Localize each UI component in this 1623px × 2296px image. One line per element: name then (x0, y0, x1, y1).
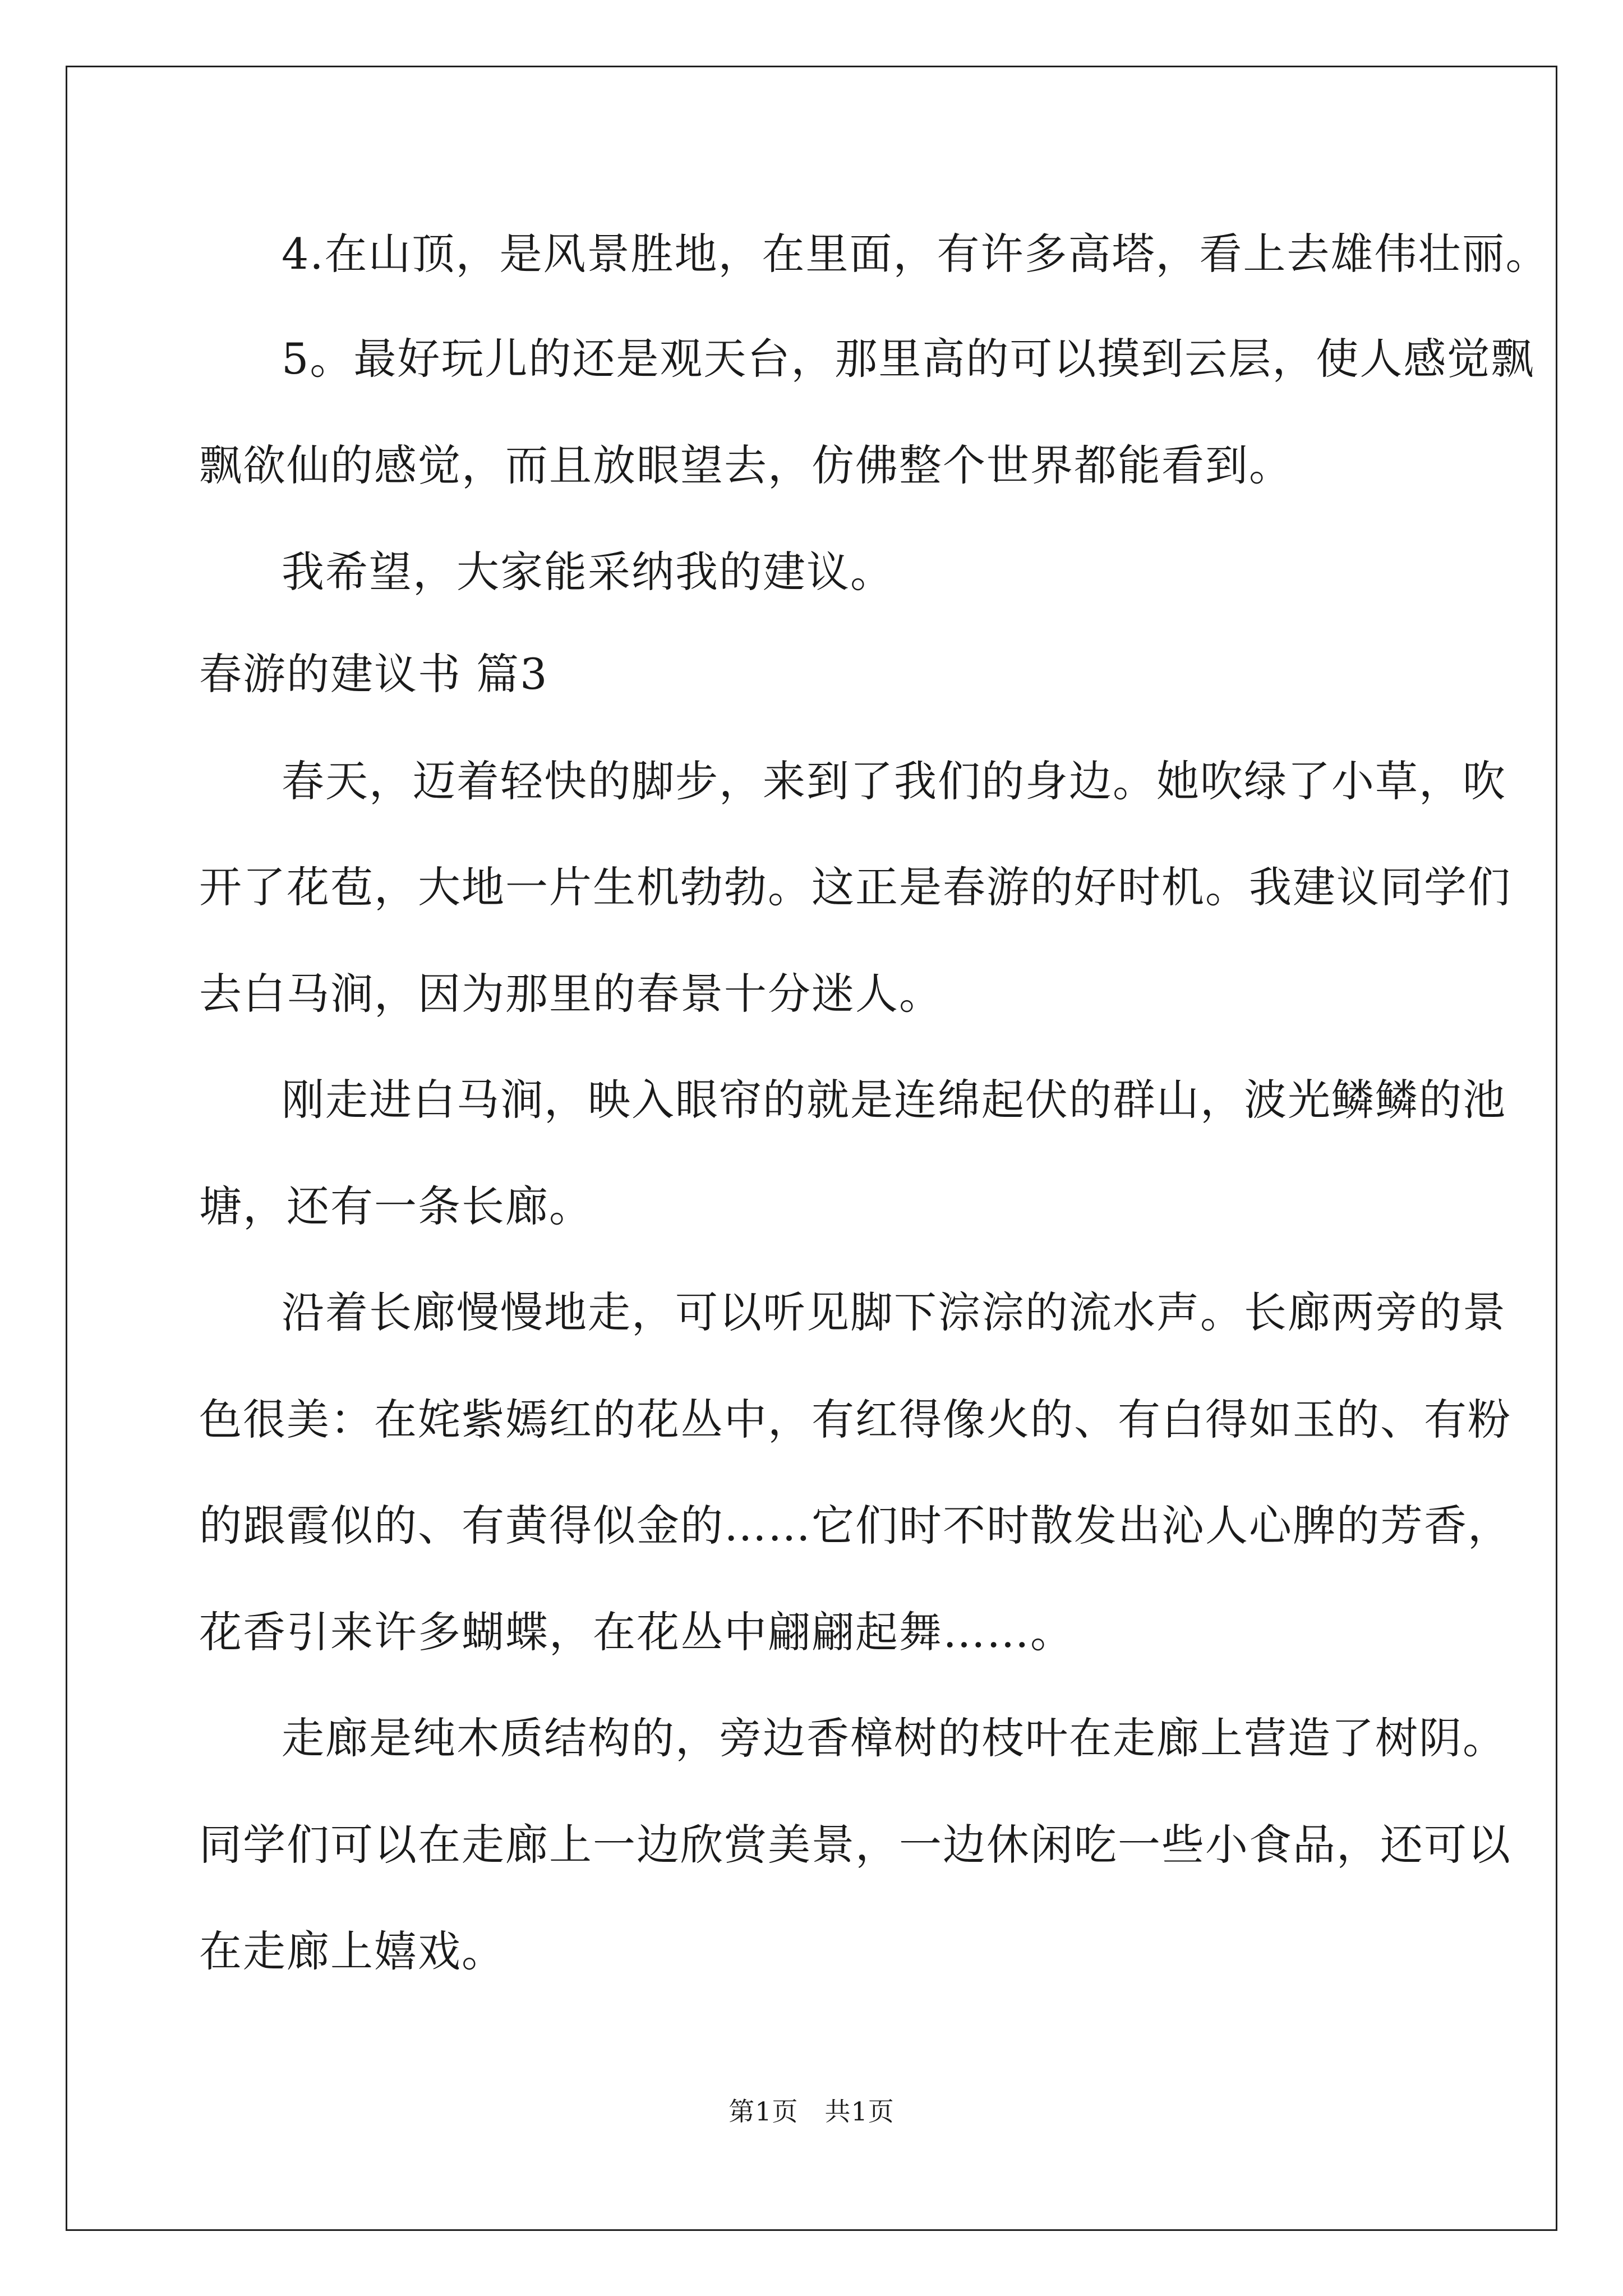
paragraph-line: 刚走进白马涧，映入眼帘的就是连绵起伏的群山，波光鳞鳞的池 (282, 1075, 1506, 1125)
paragraph-line: 花香引来许多蝴蝶，在花丛中翩翩起舞……。 (199, 1607, 1074, 1657)
page-number-footer: 第1页 共1页 (728, 2096, 895, 2127)
paragraph-line: 去白马涧，因为那里的春景十分迷人。 (199, 969, 943, 1019)
paragraph-line: 春天，迈着轻快的脚步，来到了我们的身边。她吹绿了小草，吹 (282, 756, 1506, 806)
paragraph-line: 的跟霞似的、有黄得似金的……它们时不时散发出沁人心脾的芳香， (199, 1501, 1511, 1550)
paragraph-line: 我希望，大家能采纳我的建议。 (282, 547, 894, 597)
paragraph-line: 飘欲仙的感觉，而且放眼望去，仿佛整个世界都能看到。 (199, 440, 1293, 490)
section-heading: 春游的建议书 篇3 (199, 649, 548, 699)
paragraph-line: 开了花苞，大地一片生机勃勃。这正是春游的好时机。我建议同学们 (199, 862, 1511, 912)
paragraph-line: 在走廊上嬉戏。 (199, 1926, 505, 1976)
paragraph-line: 塘，还有一条长廊。 (199, 1181, 593, 1231)
paragraph-line: 4.在山顶，是风景胜地，在里面，有许多高塔，看上去雄伟壮丽。 (282, 229, 1550, 279)
paragraph-line: 5。最好玩儿的还是观天台，那里高的可以摸到云层，使人感觉飘 (282, 334, 1535, 384)
paragraph-line: 同学们可以在走廊上一边欣赏美景，一边休闲吃一些小食品，还可以 (199, 1820, 1511, 1870)
page-border (66, 66, 1557, 2231)
paragraph-line: 色很美：在姹紫嫣红的花丛中，有红得像火的、有白得如玉的、有粉 (199, 1395, 1511, 1444)
paragraph-line: 走廊是纯木质结构的，旁边香樟树的枝叶在走廊上营造了树阴。 (282, 1713, 1506, 1763)
paragraph-line: 沿着长廊慢慢地走，可以听见脚下淙淙的流水声。长廊两旁的景 (282, 1287, 1506, 1337)
